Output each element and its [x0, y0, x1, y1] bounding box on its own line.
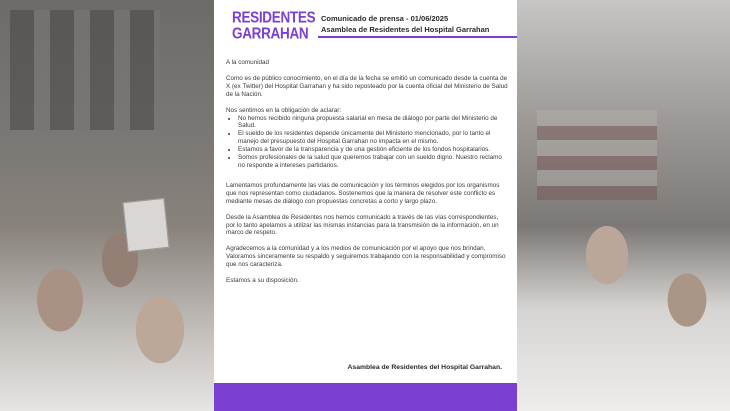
- residentes-garrahan-logo: [232, 8, 316, 42]
- paragraph-5: Agradecemos a la comunidad y a los medios de comunicación por el apoyo que nos brindan. Valoramos sinceramente su respaldo y seguiremos trabajando con la responsabilidad y compromiso que nos caracteriza.: [226, 245, 506, 269]
- clarification-intro: Nos sentimos en la obligación de aclarar:: [226, 106, 342, 114]
- paragraph-1: Como es de público conocimiento, en el día de la fecha se emitió un comunicado desde la cuenta de X (ex Twitter) del Hospital Garrahan y ha sido reposteado por la cuenta oficial del Ministerio de Salud de la Nación.: [226, 74, 508, 98]
- list-item: • No hemos recibido ninguna propuesta salarial en mesa de diálogo por parte del Ministerio de Salud.: [238, 115, 508, 131]
- press-release-title: Comunicado de prensa - 01/06/2025: [321, 14, 449, 23]
- paragraph-3: Lamentamos profundamente las vías de comunicación y los términos elegidos por los organismos que nos representan como ciudadanos. Sostenemos que la manera de resolver este conflicto es mediante mesas de diálogo con propuestas concretas a corto y largo plazo.: [226, 181, 500, 205]
- press-release-document: [214, 0, 517, 411]
- greeting: A la comunidad: [226, 59, 270, 66]
- document-header: [214, 0, 517, 46]
- list-item: • El sueldo de los residentes depende únicamente del Ministerio mencionado, por lo tanto el manejo del presupuesto del Hospital Garrahan no impacta en el mismo.: [238, 130, 508, 146]
- list-item: • Somos profesionales de la salud que queremos trabajar con un sueldo digno. Nuestro reclamo no responde a intereses partidarios.: [238, 154, 508, 170]
- paragraph-6: Estamos a su disposición.: [226, 277, 299, 285]
- building-windows: [10, 10, 160, 130]
- clarification-list: [226, 115, 508, 170]
- logo-line-2: GARRAHAN: [232, 24, 309, 42]
- background-photo-left: [0, 0, 214, 411]
- signoff: Asamblea de Residentes del Hospital Garrahan.: [347, 364, 502, 371]
- header-divider: [318, 36, 517, 38]
- protest-sign: [123, 198, 170, 252]
- background-photo-right: [517, 0, 730, 411]
- press-release-subtitle: Asamblea de Residentes del Hospital Garrahan: [321, 25, 490, 34]
- logo-line-1: RESIDENTES: [232, 8, 316, 27]
- storefront-signs: [537, 110, 657, 200]
- paragraph-4: Desde la Asamblea de Residentes nos hemos comunicado a través de las vías correspondientes, por lo tanto apelamos a utilizar las mismas instancias para la transmisión de la información, en un marco de respeto.: [226, 213, 499, 237]
- footer-bar: [214, 383, 517, 411]
- document-body: [226, 59, 508, 293]
- list-item: • Estamos a favor de la transparencia y de una gestión eficiente de los fondos hospitalarios.: [238, 146, 508, 154]
- header-text: [321, 13, 511, 35]
